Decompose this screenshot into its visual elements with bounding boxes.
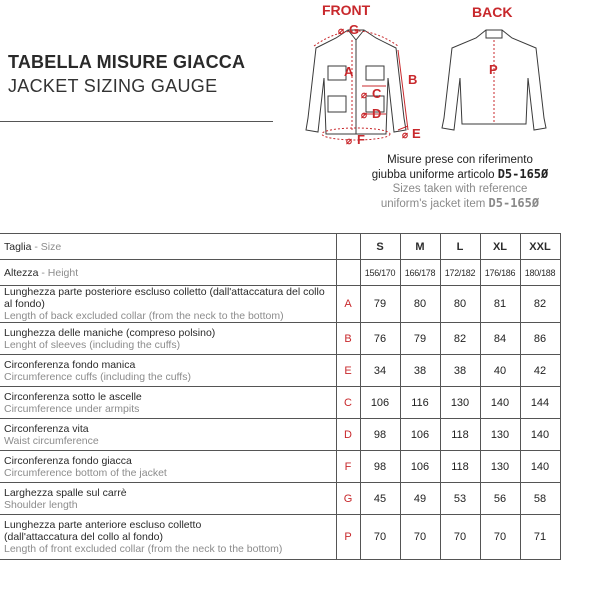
measurement-description (0, 515, 336, 560)
measurement-description (0, 387, 336, 419)
measurement-description (0, 355, 336, 387)
measurement-code: D (336, 419, 360, 451)
measurement-value: 98 (360, 451, 400, 483)
title-italian: TABELLA MISURE GIACCA (8, 52, 246, 72)
jacket-diagram (286, 18, 576, 153)
height-header-code (336, 260, 360, 286)
height-xl: 176/186 (480, 260, 520, 286)
measurement-code: C (336, 387, 360, 419)
measurement-value: 80 (400, 286, 440, 323)
measurement-value: 49 (400, 483, 440, 515)
measurement-value: 40 (480, 355, 520, 387)
note-italian-line2 (355, 167, 565, 182)
measurement-value: 140 (480, 387, 520, 419)
marker-p: P (489, 62, 498, 77)
measurement-value: 79 (360, 286, 400, 323)
marker-a: A (344, 64, 354, 79)
measurement-row (0, 419, 560, 451)
measurement-value: 116 (400, 387, 440, 419)
description-italian: Circonferenza vita (4, 422, 89, 435)
front-label: FRONT (322, 2, 371, 18)
note-english-line1: Sizes taken with reference (392, 183, 528, 195)
measurement-value: 118 (440, 451, 480, 483)
height-m: 166/178 (400, 260, 440, 286)
measurement-value: 82 (520, 286, 560, 323)
measurement-value: 144 (520, 387, 560, 419)
description-italian: Larghezza spalle sul carrè (4, 486, 127, 499)
note-italian-line1: Misure prese con riferimento (387, 154, 533, 166)
measurement-value: 56 (480, 483, 520, 515)
measurement-value: 140 (520, 451, 560, 483)
height-s: 156/170 (360, 260, 400, 286)
measurement-value: 81 (480, 286, 520, 323)
measurement-value: 34 (360, 355, 400, 387)
measurement-value: 98 (360, 419, 400, 451)
height-xxl: 180/188 (520, 260, 560, 286)
description-italian: Lunghezza parte anteriore escluso colletto (4, 519, 202, 531)
measurement-value: 45 (360, 483, 400, 515)
height-header-it: Altezza (4, 266, 39, 279)
measurement-value: 140 (520, 419, 560, 451)
measurement-value: 38 (440, 355, 480, 387)
description-english: Circumference cuffs (including the cuffs) (4, 370, 191, 383)
measurement-description (0, 419, 336, 451)
measurement-value: 79 (400, 323, 440, 355)
measurement-row (0, 387, 560, 419)
description-italian: Lunghezza parte posteriore escluso colletto (dall'attaccatura del collo al fondo) (4, 286, 325, 310)
height-header-sep: - (38, 266, 48, 279)
size-header-sep: - (31, 240, 41, 253)
front-jacket-illustration (306, 30, 406, 134)
measurement-value: 80 (440, 286, 480, 323)
height-row (0, 260, 560, 286)
description-english: Waist circumference (4, 434, 99, 447)
description-english: Lenght of sleeves (including the cuffs) (4, 338, 181, 351)
description-english: Circumference under armpits (4, 402, 140, 415)
height-header-en: Height (47, 266, 79, 279)
measurement-description (0, 483, 336, 515)
height-l: 172/182 (440, 260, 480, 286)
measurement-code: G (336, 483, 360, 515)
title-block (8, 52, 278, 97)
marker-f: F (357, 132, 365, 147)
measurement-value: 53 (440, 483, 480, 515)
measurement-description (0, 323, 336, 355)
measurement-value: 38 (400, 355, 440, 387)
measurement-code: A (336, 286, 360, 323)
measurement-description (0, 286, 336, 323)
item-code-en: D5-165Ø (488, 196, 540, 210)
size-xl: XL (480, 234, 520, 260)
size-header-en: Size (40, 240, 62, 253)
measurement-code: E (336, 355, 360, 387)
measurement-value: 70 (440, 515, 480, 560)
size-header-it: Taglia (4, 240, 32, 253)
measurement-value: 106 (400, 451, 440, 483)
measurement-value: 76 (360, 323, 400, 355)
marker-e-symbol: ⌀ (402, 130, 409, 141)
marker-e: E (412, 126, 421, 141)
marker-d-symbol: ⌀ (361, 110, 368, 121)
marker-g-symbol: ⌀ (338, 26, 345, 37)
measurement-description (0, 451, 336, 483)
description-english: Shoulder length (4, 498, 78, 511)
back-label: BACK (472, 4, 513, 20)
measurement-value: 70 (400, 515, 440, 560)
description-italian-line2: (dall'attaccatura del collo al fondo) (4, 531, 164, 543)
description-italian: Circonferenza sotto le ascelle (4, 390, 142, 403)
measurement-value: 106 (400, 419, 440, 451)
marker-d: D (372, 106, 382, 121)
note-english-line2 (355, 196, 565, 211)
measurement-code: F (336, 451, 360, 483)
measurement-value: 71 (520, 515, 560, 560)
note-english-line2-text: uniform's jacket item (380, 198, 486, 210)
measurement-row (0, 323, 560, 355)
measurement-value: 84 (480, 323, 520, 355)
reference-note (355, 153, 565, 211)
size-xxl: XXL (520, 234, 560, 260)
measurement-value: 86 (520, 323, 560, 355)
size-m: M (400, 234, 440, 260)
measurement-value: 58 (520, 483, 560, 515)
measurement-row (0, 355, 560, 387)
measurement-row (0, 483, 560, 515)
size-header-row (0, 234, 560, 260)
measurement-value: 130 (440, 387, 480, 419)
size-header-cell (0, 234, 336, 260)
size-header-code (336, 234, 360, 260)
measurement-value: 118 (440, 419, 480, 451)
description-italian: Circonferenza fondo manica (4, 358, 136, 371)
description-english: Length of back excluded collar (from the neck to the bottom) (4, 310, 284, 322)
title-divider (0, 121, 273, 122)
measurement-row (0, 515, 560, 560)
marker-g: G (349, 22, 360, 37)
note-italian-line2-text: giubba uniforme articolo (371, 169, 495, 181)
size-s: S (360, 234, 400, 260)
sizing-table (0, 233, 561, 560)
size-l: L (440, 234, 480, 260)
marker-c-symbol: ⌀ (361, 90, 368, 101)
measurement-value: 70 (360, 515, 400, 560)
height-header-cell (0, 260, 336, 286)
measurement-value: 130 (480, 451, 520, 483)
measurement-value: 106 (360, 387, 400, 419)
marker-f-symbol: ⌀ (346, 136, 353, 147)
title-english: JACKET SIZING GAUGE (8, 76, 218, 96)
marker-b: B (408, 72, 418, 87)
description-english: Length of front excluded collar (from the neck to the bottom) (4, 543, 283, 555)
measurement-row (0, 286, 560, 323)
measurement-row (0, 451, 560, 483)
measurement-code: B (336, 323, 360, 355)
description-italian: Circonferenza fondo giacca (4, 454, 132, 467)
description-english: Circumference bottom of the jacket (4, 466, 167, 479)
item-code: D5-165Ø (497, 167, 549, 181)
measurement-value: 82 (440, 323, 480, 355)
measurement-code: P (336, 515, 360, 560)
description-italian: Lunghezza delle maniche (compreso polsino) (4, 326, 216, 339)
marker-c: C (372, 86, 382, 101)
measurement-value: 70 (480, 515, 520, 560)
measurement-value: 42 (520, 355, 560, 387)
measurement-value: 130 (480, 419, 520, 451)
